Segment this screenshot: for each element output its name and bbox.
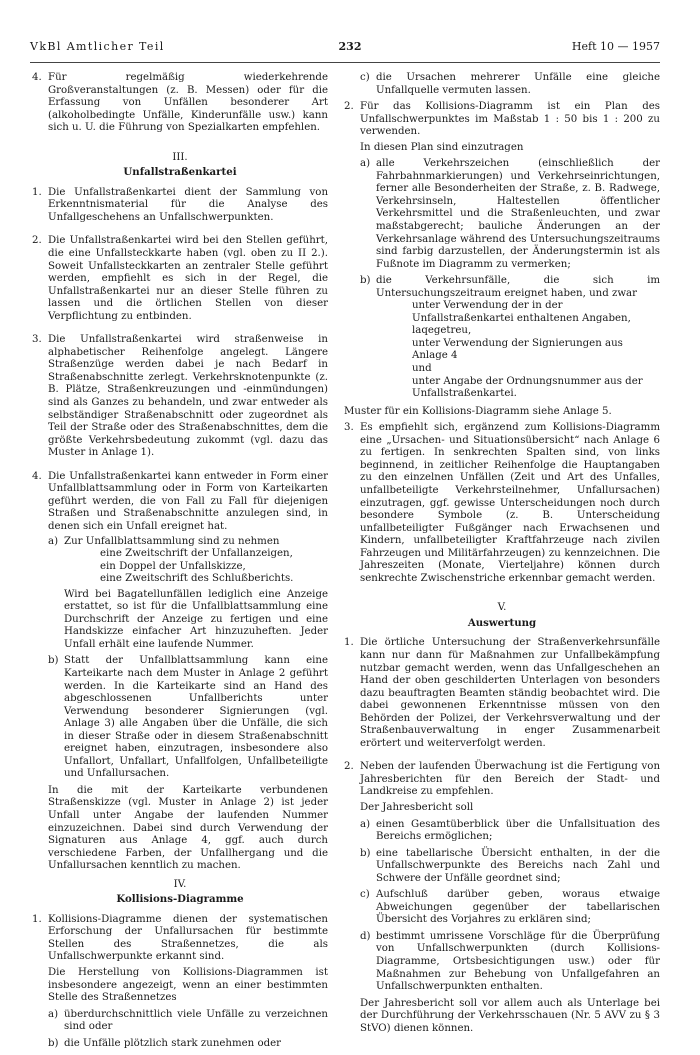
sub-item-c [360, 889, 660, 927]
sub-letter: d) [360, 930, 371, 942]
sub-text: Statt der Unfallblattsammlung kann eine Karteikarte nach dem Muster in Anlage 2 geführt werden. In die Karteikarte sind an Hand des abgeschlossenen Unfallberichts unter Verwendung besonderer Signierungen (vgl. Anlage 3) alle Angaben über die Unfälle, die sich in dieser Straße oder in diesem Straßenabschnitt ereignet haben, einzutragen, insbesondere also Unfallort, Unfallart, Unfallfolgen, Unfallbeteiligte und Unfallursachen. [64, 655, 328, 780]
item-text: Die Unfallstraßenkartei dient der Sammlung von Erkenntnismaterial für die Analyse des Unfallgeschehens an Unfallschwerpunkten. [48, 186, 328, 223]
sub-letter: a) [48, 1008, 59, 1020]
sub-item-a [360, 819, 660, 844]
sub-text: die Ursachen mehrerer Unfälle eine gleiche Unfallquelle vermuten lassen. [376, 72, 660, 96]
sub-letter: b) [48, 1037, 59, 1049]
sub-line: ein Doppel der Unfallskizze, [100, 560, 246, 572]
paragraph-iii-4 [32, 471, 328, 873]
sub-letter: a) [48, 535, 59, 547]
running-header [30, 40, 660, 56]
sub-item-b [48, 655, 328, 780]
section-number: IV. [173, 878, 187, 890]
item-text: Die Unfallstraßenkartei wird straßenweise in alphabetischer Reihenfolge angelegt. Längere Straßenzüge werden dabei je nach Bedarf in Straßenabschnitte zerlegt. Verkehrsknotenpunkte (z. B. Plätze, Straßenkreuzungen und -einmündungen) sind als Ganzes zu behandeln, und zwar entweder als selbständiger Straßenabschnitt oder zugeordnet als Teil der Straße oder des Straßenabschnittes, dem die größte Verkehrsbedeutung zukommt (vgl. dazu das Muster in Anlage 1). [48, 334, 328, 459]
sub-text: einen Gesamtüberblick über die Unfallsituation des Bereichs ermöglichen; [376, 818, 660, 843]
item-text: Die Herstellung von Kollisions-Diagrammen ist insbesondere angezeigt, wenn an einer bestimmten Stelle des Straßennetzes [48, 967, 328, 1004]
sub-item-a [360, 158, 660, 271]
sub-text: die Verkehrsunfälle, die sich im Untersuchungszeitraum ereignet haben, und zwar [376, 275, 660, 299]
sub-line: unter Verwendung der in der Unfallstraßenkartei enthaltenen Angaben, [412, 300, 631, 324]
sub-item-b [360, 275, 660, 400]
left-column [32, 72, 328, 1055]
item-text: Die Unfallstraßenkartei wird bei den Stellen geführt, die eine Unfallsteckkarte haben (vgl. oben zu II 2.). Soweit Unfallsteckkarten an zentraler Stelle geführt werden, empfiehlt es sich in der Regel, die Unfallstraßenkartei nur an dieser Stelle führen zu lassen und die örtlichen Stellen von dieser Verpflichtung zu entbinden. [48, 235, 328, 322]
issue-label: Heft 10 — 1957 [571, 40, 660, 53]
paragraph-iii-3 [32, 334, 328, 459]
sub-line: unter Angabe der Ordnungsnummer aus der Unfallstraßenkartei. [412, 375, 643, 400]
sub-text: alle Verkehrszeichen (einschließlich der Fahrbahnmarkierungen) und Verkehrseinrichtungen, ferner alle Besonderheiten der Straße, z. B. Radwege, Verkehrsinseln, Haltestellen öffentlicher Verkehrsmittel und die Straßenleuchten, und zwar maßstabgerecht; bauliche Änderungen an der Verkehrsanlage während des Untersuchungszeitraums sind farbig darzustellen, der Änderungstermin ist als Fußnote im Diagramm zu vermerken; [376, 158, 660, 270]
section-title: Auswertung [467, 616, 537, 629]
item-number: 4. [32, 470, 42, 482]
item-text: In diesen Plan sind einzutragen [360, 141, 524, 153]
journal-title: VkBl Amtlicher Teil [30, 40, 165, 53]
sub-text: eine tabellarische Übersicht enthalten, in der die Unfallschwerpunkte des Bereichs nach Zahl und Schwere der Unfälle geordnet sind; [376, 847, 660, 884]
item-number: 2. [344, 761, 354, 773]
sub-text: Aufschluß darüber geben, woraus etwaige Abweichungen gegenüber der tabellarischen Übersicht des Vorjahres zu erklären sind; [376, 889, 660, 926]
item-number: 1. [32, 186, 42, 198]
item-number: 3. [344, 422, 354, 434]
sub-letter: c) [360, 889, 370, 901]
page-number: 232 [338, 40, 362, 53]
item-number: 1. [344, 637, 354, 649]
item-number: 4. [32, 72, 42, 83]
paragraph-ii-4 [32, 72, 328, 135]
sub-text: Zur Unfallblattsammlung sind zu nehmen [64, 535, 280, 547]
sub-item-d [360, 931, 660, 994]
paragraph-v-2 [344, 761, 660, 1035]
item-text: Der Jahresbericht soll vor allem auch als Unterlage bei der Durchführung der Verkehrsschauen (Nr. 5 AVV zu § 3 StVO) dienen können. [360, 997, 660, 1034]
sub-line: eine Zweitschrift der Unfallanzeigen, [100, 548, 293, 560]
sub-text: bestimmt umrissene Vorschläge für die Überprüfung von Unfallschwerpunkten (durch Kollisions-Diagramme, Ortsbesichtigungen usw.) oder für Maßnahmen zur Behebung von Unfallgefahren an Unfallschwerpunkten enthalten. [376, 930, 660, 993]
sub-line: und [412, 363, 432, 375]
sub-item-a [48, 1009, 328, 1034]
paragraph-iii-2 [32, 235, 328, 323]
sub-line: eine Zweitschrift des Schlußberichts. [100, 573, 294, 585]
sub-letter: b) [48, 655, 59, 667]
sub-text: Wird bei Bagatellunfällen lediglich eine Anzeige erstattet, so ist für die Unfallblattsammlung eine Durchschrift der Anzeige zu fertigen und eine Handskizze einfacher Art hinzuzuheften. Jeder Unfall erhält eine laufende Nummer. [64, 588, 328, 650]
right-column [344, 72, 660, 1040]
header-rule [30, 62, 660, 63]
paragraph-v-1 [344, 637, 660, 750]
section-number: III. [172, 151, 188, 163]
sub-letter: b) [360, 275, 371, 287]
sub-item-c [360, 72, 660, 97]
paragraph-iv-3 [344, 422, 660, 585]
item-text: In die mit der Karteikarte verbundenen Straßenskizze (vgl. Muster in Anlage 2) ist jeder Unfall unter Angabe der laufenden Nummer einzuzeichnen. Dabei sind durch Verwendung der Signaturen aus Anlage 4, ggf. auch durch verschiedene Farben, der Unfallhergang und die Unfallursachen kenntlich zu machen. [48, 784, 328, 872]
item-text: Der Jahresbericht soll [360, 801, 474, 813]
item-number: 1. [32, 913, 42, 925]
sub-text: die Unfälle plötzlich stark zunehmen oder [64, 1037, 282, 1049]
sub-line: unter Verwendung der Signierungen aus Anlage 4 [412, 337, 623, 362]
item-text: Neben der laufenden Überwachung ist die Fertigung von Jahresberichten für den Bereich der Stadt- und Landkreise zu empfehlen. [360, 761, 660, 798]
body-text: Muster für ein Kollisions-Diagramm siehe Anlage 5. [344, 405, 612, 417]
item-text: Die Unfallstraßenkartei kann entweder in Form einer Unfallblattsammlung oder in Form von Karteikarten geführt werden, die von Fall zu Fall für diejenigen Straßen und Straßenabschnitte anzulegen sind, in denen sich ein Unfall ereignet hat. [48, 470, 328, 532]
sub-line: laqegetreu, [412, 325, 472, 337]
section-number: V. [497, 602, 507, 614]
paragraph-iv-2 [344, 101, 660, 401]
item-text: Kollisions-Diagramme dienen der systematischen Erforschung der Unfallursachen für bestimmte Stellen des Straßennetzes, die als Unfallschwerpunkte erkannt sind. [48, 913, 328, 963]
section-title: Unfallstraßenkartei [123, 166, 237, 179]
item-text: Die örtliche Untersuchung der Straßenverkehrsunfälle kann nur dann für Maßnahmen zur Unfallbekämpfung nutzbar gemacht werden, wenn das Unfallgeschehen an Hand der oben geschilderten Unterlagen von besonders dazu beauftragten Beamten ständig beobachtet wird. Die dabei gewonnenen Erkenntnisse müssen von den Behörden der Polizei, der Verkehrsverwaltung und der Straßenbauverwaltung in enger Zusammenarbeit erörtert und weiterverfolgt werden. [360, 637, 660, 749]
item-number: 3. [32, 334, 42, 346]
sub-letter: a) [360, 818, 371, 830]
sub-letter: a) [360, 158, 371, 170]
item-number: 2. [344, 101, 354, 113]
sub-letter: b) [360, 847, 371, 859]
sub-item-a [48, 536, 328, 652]
sub-item-b [48, 1038, 328, 1051]
item-text: Es empfiehlt sich, ergänzend zum Kollisions-Diagramm eine „Ursachen- und Situationsübersicht“ nach Anlage 6 zu fertigen. In senkrechten Spalten sind, von links beginnend, in zeitlicher Reihenfolge die Hauptangaben zu den einzelnen Unfällen (Zeit und Art des Unfalles, unfallbeteiligte Verkehrsteilnehmer, Unfallursachen) einzutragen, ggf. gewisse Unterscheidungen noch durch besondere Symbole (z. B. Unterscheidung unfallbeteiligter Fußgänger nach Erwachsenen und Kindern, unfallbeteiligter Kraftfahrzeuge nach zivilen Fahrzeugen und Militärfahrzeugen) zu kennzeichnen. Die Jahreszeiten (Monate, Vierteljahre) können durch senkrechte Zwischenstriche erkennbar gemacht werden. [360, 422, 660, 584]
item-number: 2. [32, 235, 42, 247]
sub-text: überdurchschnittlich viele Unfälle zu verzeichnen sind oder [64, 1008, 328, 1033]
sub-letter: c) [360, 72, 370, 83]
sub-item-b [360, 848, 660, 886]
item-text: Für regelmäßig wiederkehrende Großveranstaltungen (z. B. Messen) oder für die Erfassung von Unfällen besonderer Art (alkoholbedingte Unfälle, Kinderunfälle usw.) kann sich u. U. die Führung von Spezialkarten empfehlen. [48, 72, 328, 134]
paragraph-iii-1 [32, 187, 328, 225]
item-text: Für das Kollisions-Diagramm ist ein Plan des Unfallschwerpunktes im Maßstab 1 : 50 bis 1 : 200 zu verwenden. [360, 101, 660, 138]
section-title: Kollisions-Diagramme [116, 893, 244, 906]
paragraph-iv-1 [32, 914, 328, 1050]
